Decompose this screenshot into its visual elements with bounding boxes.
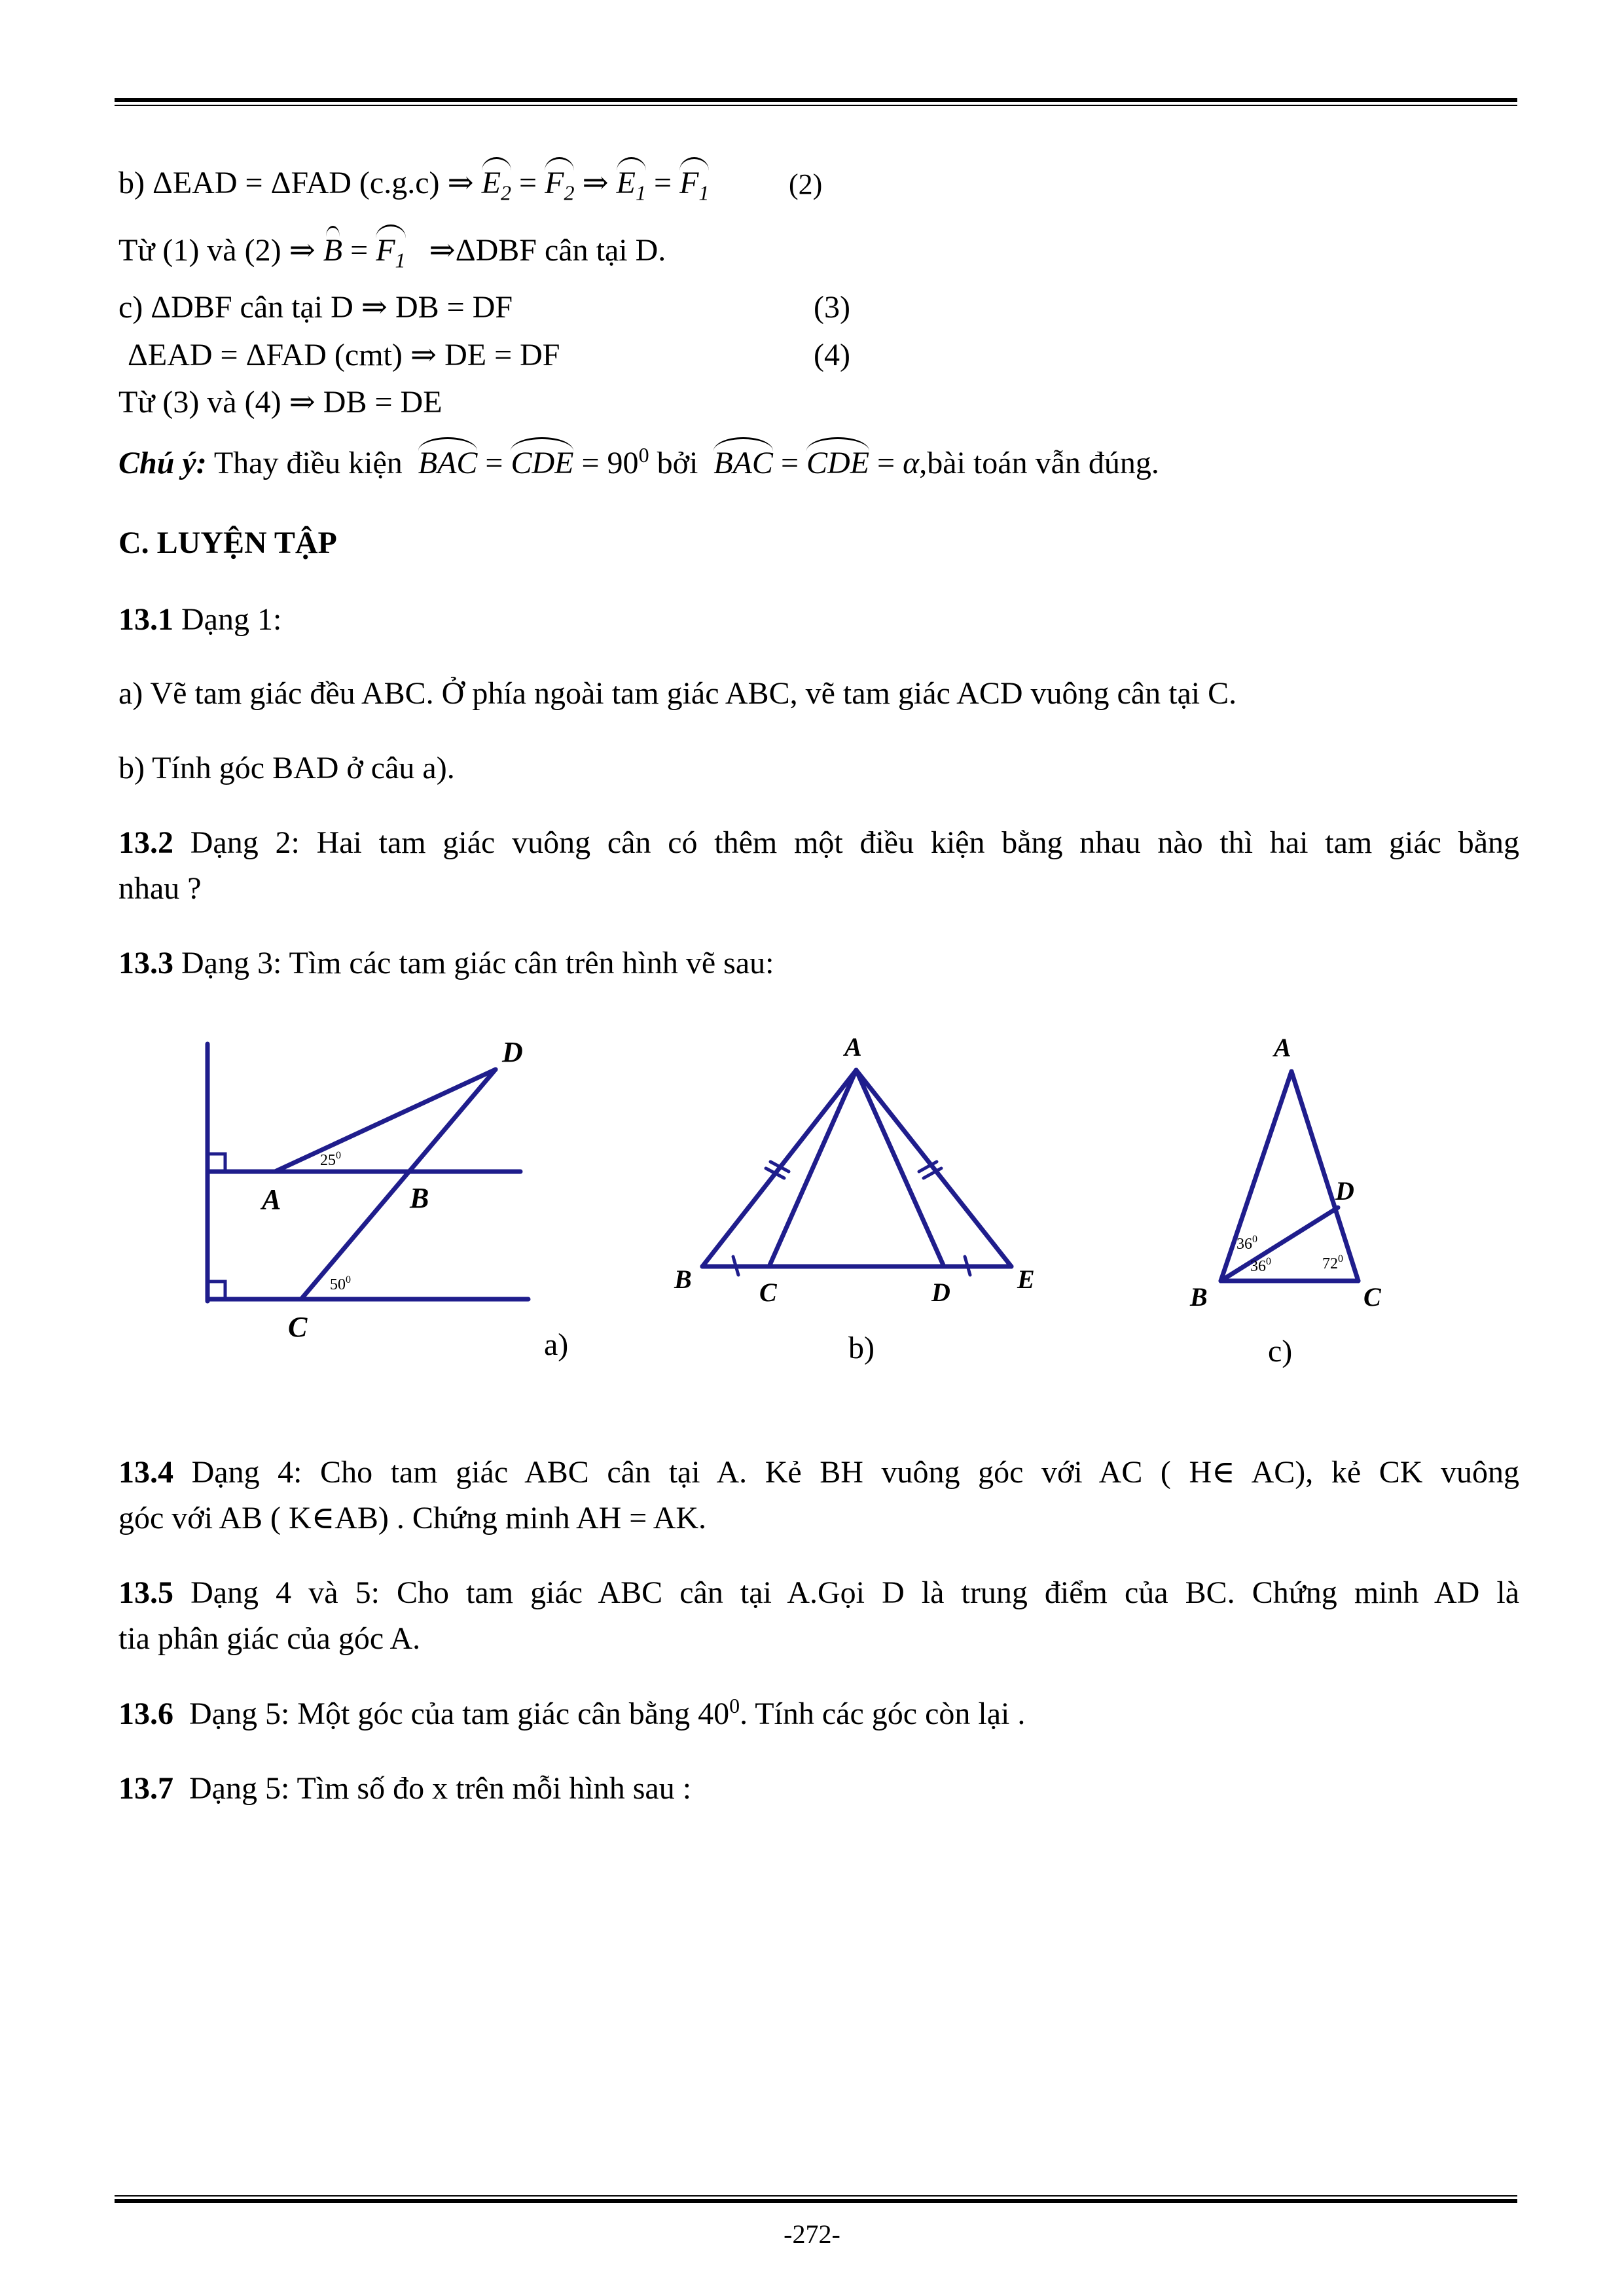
figure-a-lines bbox=[208, 1044, 528, 1301]
proof-line-tu12-text: Từ (1) và (2) ⇒ bbox=[118, 233, 316, 268]
header-rule-thin bbox=[115, 105, 1517, 106]
fig-b-label-a: A bbox=[844, 1032, 862, 1062]
fig-b-label-d: D bbox=[931, 1278, 950, 1307]
fig-c-caption: c) bbox=[1268, 1334, 1293, 1369]
angle-cde-2: CDE bbox=[806, 444, 869, 483]
fig-b-caption: b) bbox=[848, 1331, 875, 1365]
note-line: Chú ý: Thay điều kiện BAC = CDE = $90^0$ bởi BAC = CDE = α,bài toán vẫn đúng. bbox=[118, 444, 1159, 483]
exercise-13-4-number: 13.4 bbox=[118, 1455, 173, 1490]
fig-b-label-c: C bbox=[759, 1278, 777, 1307]
exercise-13-3 bbox=[118, 944, 774, 983]
footer-rule-thick bbox=[115, 2199, 1517, 2203]
exercise-13-2-number: 13.2 bbox=[118, 825, 173, 860]
fig-c-label-c: C bbox=[1363, 1282, 1381, 1312]
footer-rule-thin bbox=[115, 2195, 1517, 2197]
note-text1: Thay điều kiện bbox=[213, 446, 403, 480]
angle-f1b: $F_1$ bbox=[376, 231, 405, 270]
angle-e2: $E_2$ bbox=[482, 164, 511, 203]
fig-a-label-d: D bbox=[502, 1036, 523, 1068]
eq-number-3: (3) bbox=[814, 290, 850, 325]
angle-b: B bbox=[323, 231, 342, 270]
proof-line-tu12: Từ (1) và (2) ⇒ $B = F_1$ ⇒ΔDBF cân tại D. bbox=[118, 231, 666, 270]
exercise-13-7-number: 13.7 bbox=[118, 1771, 173, 1806]
fig-c-angle-72: $72^0$ bbox=[1322, 1253, 1343, 1272]
header-rule-thick bbox=[115, 98, 1517, 102]
proof-line-tu34: Từ (3) và (4) ⇒ DB = DE bbox=[118, 385, 442, 420]
figures bbox=[0, 1008, 1624, 1401]
exercise-13-2-line1 bbox=[118, 823, 1519, 863]
proof-line-b-prefix: b) bbox=[118, 166, 153, 200]
section-title: C. LUYỆN TẬP bbox=[118, 526, 337, 560]
exercise-13-5-text1: Dạng 4 và 5: Cho tam giác ABC cân tại A.Gọi D là trung điểm của BC. Chứng minh AD là bbox=[190, 1575, 1519, 1610]
proof-line-c: c) ΔDBF cân tại D ⇒ DB = DF bbox=[118, 290, 513, 325]
exercise-13-5-line1 bbox=[118, 1573, 1519, 1613]
fig-a-angle-50: $50^0$ bbox=[330, 1274, 351, 1293]
exercise-13-6-end: . Tính các góc còn lại . bbox=[740, 1696, 1026, 1731]
exercise-13-1-b: b) Tính góc BAD ở câu a). bbox=[118, 751, 455, 785]
fig-c-label-a: A bbox=[1274, 1033, 1291, 1062]
exercise-13-6-sup: 0 bbox=[729, 1694, 740, 1717]
proof-line-b-text: ΔEAD = ΔFAD (c.g.c) ⇒ bbox=[152, 166, 474, 200]
angle-bac-2: BAC bbox=[713, 444, 773, 483]
note-text2: bởi bbox=[657, 446, 698, 480]
angle-f2: $F_2$ bbox=[545, 164, 574, 203]
exercise-13-6 bbox=[118, 1695, 1025, 1734]
exercise-13-1 bbox=[118, 600, 281, 639]
fig-c-angle-36a: $36^0$ bbox=[1236, 1234, 1257, 1253]
angle-bac: BAC bbox=[418, 444, 478, 483]
exercise-13-3-text: Dạng 3: Tìm các tam giác cân trên hình vẽ sau: bbox=[181, 946, 774, 980]
fig-c-label-b: B bbox=[1190, 1282, 1208, 1312]
page-number: -272- bbox=[784, 2219, 840, 2249]
proof-line-b: b) ΔEAD = ΔFAD (c.g.c) ⇒ $E_2 = F_2$ ⇒ $E_1 = F_1$ bbox=[118, 164, 709, 203]
angle-cde: CDE bbox=[511, 444, 573, 483]
fig-a-caption: a) bbox=[544, 1327, 569, 1362]
fig-a-label-a: A bbox=[262, 1183, 281, 1215]
angle-e1: $E_1$ bbox=[617, 164, 646, 203]
fig-a-label-c: C bbox=[288, 1311, 308, 1343]
exercise-13-4-line1 bbox=[118, 1453, 1519, 1492]
exercise-13-1-number: 13.1 bbox=[118, 602, 173, 637]
exercise-13-4-line2: góc với AB ( K∈AB) . Chứng minh AH = AK. bbox=[118, 1501, 707, 1535]
fig-c-angle-36b: $36^0$ bbox=[1250, 1256, 1271, 1275]
exercise-13-1-a: a) Vẽ tam giác đều ABC. Ở phía ngoài tam giác ABC, vẽ tam giác ACD vuông cân tại C. bbox=[118, 676, 1237, 711]
proof-line-tu12-end: ⇒ΔDBF cân tại D. bbox=[429, 233, 666, 268]
eq-number-4: (4) bbox=[814, 338, 850, 372]
fig-c-label-d: D bbox=[1335, 1176, 1354, 1206]
proof-line-ead: ΔEAD = ΔFAD (cmt) ⇒ DE = DF bbox=[128, 338, 560, 372]
fig-b-label-e: E bbox=[1017, 1265, 1035, 1294]
exercise-13-7-text: Dạng 5: Tìm số đo x trên mỗi hình sau : bbox=[189, 1771, 692, 1806]
exercise-13-6-number: 13.6 bbox=[118, 1696, 173, 1731]
exercise-13-7 bbox=[118, 1769, 691, 1808]
exercise-13-4-text1: Dạng 4: Cho tam giác ABC cân tại A. Kẻ BH vuông góc với AC ( H∈ AC), kẻ CK vuông bbox=[191, 1455, 1520, 1490]
exercise-13-5-line2: tia phân giác của góc A. bbox=[118, 1621, 421, 1656]
exercise-13-5-number: 13.5 bbox=[118, 1575, 173, 1610]
figure-b-lines bbox=[702, 1070, 1011, 1275]
fig-b-label-b: B bbox=[674, 1265, 692, 1294]
note-text3: ,bài toán vẫn đúng. bbox=[919, 446, 1159, 480]
eq-number-2: (2) bbox=[789, 168, 823, 200]
angle-f1: $F_1$ bbox=[679, 164, 709, 203]
fig-a-label-b: B bbox=[410, 1182, 429, 1214]
exercise-13-3-number: 13.3 bbox=[118, 946, 173, 980]
exercise-13-2-line2: nhau ? bbox=[118, 871, 202, 906]
exercise-13-6-text: Dạng 5: Một góc của tam giác cân bằng 40 bbox=[189, 1696, 730, 1731]
exercise-13-2-text1: Dạng 2: Hai tam giác vuông cân có thêm một điều kiện bằng nhau nào thì hai tam giác bằng bbox=[190, 825, 1520, 860]
note-label: Chú ý: bbox=[118, 446, 207, 480]
fig-a-angle-25: $25^0$ bbox=[320, 1150, 341, 1169]
exercise-13-1-text: Dạng 1: bbox=[181, 602, 282, 637]
